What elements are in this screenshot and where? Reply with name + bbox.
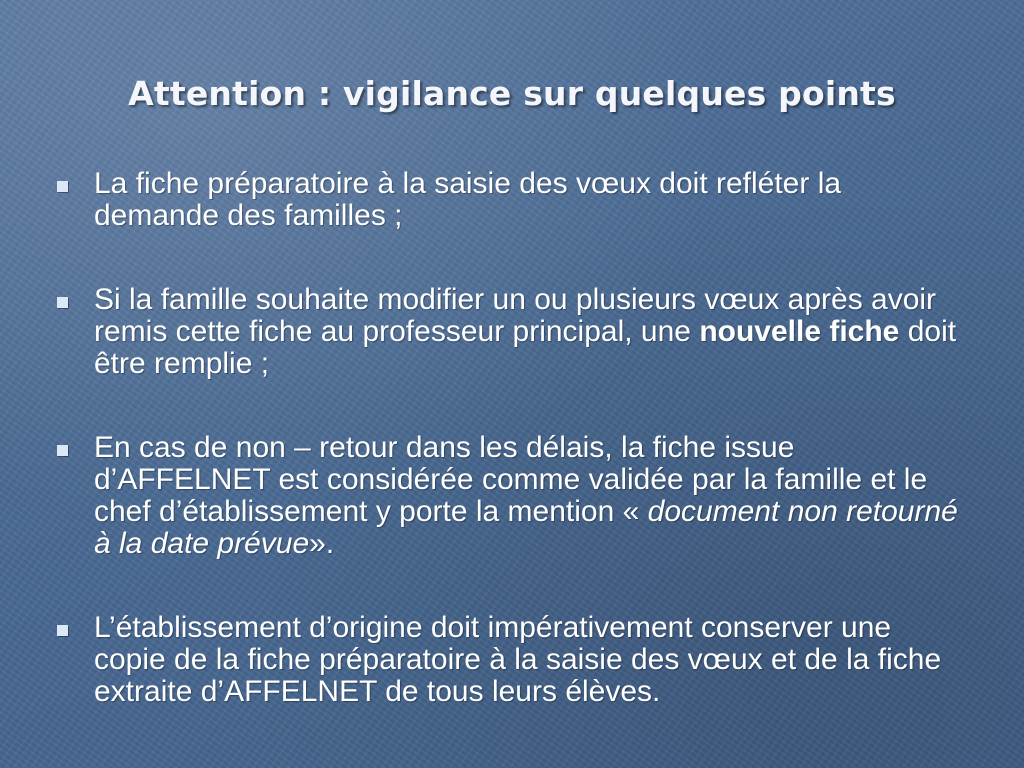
- bullet-text-run: L’établissement d’origine doit impérativement conserver une copie de la fiche préparatoire à la saisie des vœux et de la fiche extraite d’AFFELNET de tous leurs élèves.: [94, 611, 942, 708]
- bullet-list: [57, 168, 967, 760]
- bullet-text: [94, 167, 841, 232]
- bullet-item: [57, 284, 967, 380]
- square-bullet-icon: [57, 625, 68, 636]
- bullet-item: [57, 432, 967, 560]
- bullet-text: [94, 611, 941, 708]
- bullet-text: [94, 431, 958, 560]
- square-bullet-icon: [57, 297, 68, 308]
- square-bullet-icon: [57, 445, 68, 456]
- bullet-item: [57, 612, 967, 708]
- bullet-text-run: Si la famille souhaite modifier un ou plusieurs vœux après avoir remis cette fiche au professeur principal, une: [94, 283, 937, 348]
- bullet-text: [94, 283, 956, 380]
- bullet-item: [57, 168, 967, 232]
- square-bullet-icon: [57, 181, 68, 192]
- bullet-text-run: La fiche préparatoire à la saisie des vœux doit refléter la demande des familles ;: [94, 167, 842, 232]
- slide-title: Attention : vigilance sur quelques points: [128, 74, 896, 113]
- bullet-text-run: doit être remplie ;: [94, 315, 957, 380]
- bullet-text-run: En cas de non – retour dans les délais, la fiche issue d’AFFELNET est considérée comme validée par la famille et le chef d’établissement y porte la mention «: [94, 431, 928, 528]
- bullet-text-italic: document non retourné à la date prévue: [94, 495, 958, 560]
- bullet-text-run: ».: [309, 527, 335, 560]
- bullet-text-bold: nouvelle fiche: [699, 315, 900, 348]
